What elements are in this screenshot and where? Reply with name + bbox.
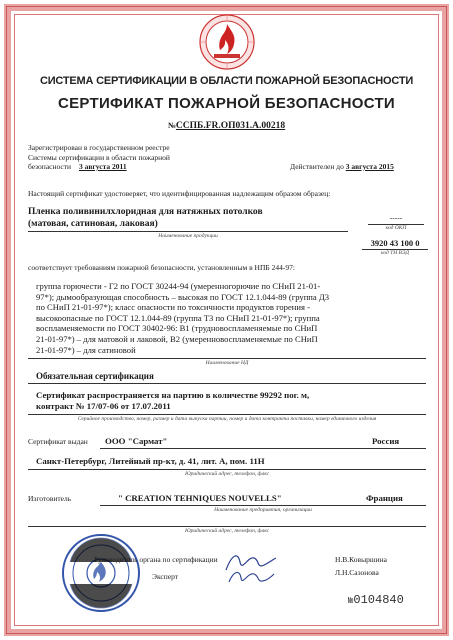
registration-date: 3 августа 2011	[78, 162, 127, 171]
requirements-caption: Наименование НД	[205, 360, 249, 366]
valid-date: 3 августа 2015	[345, 162, 394, 171]
certifies-text: Настоящий сертификат удостоверяет, что идентифицированная надлежащим образом образец:	[28, 189, 331, 198]
serial-number: №0104840	[348, 593, 404, 607]
tnved-code: 3920 43 100 0	[370, 238, 420, 248]
batch-info: Сертификат распространяется на партию в количестве 99292 пог. м, контракт № 17/07-06 от 17.07.2011	[36, 390, 310, 411]
fire-emblem-icon	[192, 12, 262, 74]
head-name: Н.В.Ковыршина	[335, 555, 388, 564]
tnved-caption: код ТН ВЭД	[380, 250, 410, 256]
valid-until: Действителен до 3 августа 2015	[290, 162, 394, 171]
issued-address: Санкт-Петербург, Литейный пр-кт, д. 41, лит. А, пом. 11Н	[36, 456, 265, 466]
batch-caption: Серийное производство, номер, размер и дата выпуска партии, номер и дата контракта поставки, номер единичного изделия	[77, 416, 377, 422]
certificate-number: №ССПБ.FR.ОП031.А.00218	[167, 121, 286, 131]
product-name: Пленка поливинилхлоридная для натяжных потолков (матовая, сатиновая, лаковая)	[28, 207, 263, 229]
issued-country: Россия	[372, 436, 400, 446]
okp-code: -----	[389, 213, 403, 222]
issued-org: ООО "Сармат"	[105, 436, 168, 446]
manufacturer-country: Франция	[366, 493, 403, 503]
system-title: СИСТЕМА СЕРТИФИКАЦИИ В ОБЛАСТИ ПОЖАРНОЙ БЕЗОПАСНОСТИ	[39, 75, 414, 87]
requirements-text: соответствует требованиям пожарной безопасности, установленным в НПБ 244-97:	[28, 263, 295, 272]
certification-type: Обязательная сертификация	[36, 371, 154, 381]
manufacturer-label: Изготовитель	[28, 494, 72, 503]
registration-text: Зарегистрирован в государственном реестре Системы сертификации в области пожарной безопасности 3 августа 2011	[28, 143, 170, 171]
certificate-title: СЕРТИФИКАТ ПОЖАРНОЙ БЕЗОПАСНОСТИ	[57, 95, 396, 112]
expert-name: Л.Н.Сазонова	[335, 568, 379, 577]
manufacturer-name: " CREATION TEHNIQUES NOUVELLS"	[118, 493, 282, 503]
manufacturer-address-caption: Юридический адрес, телефон, факс	[184, 528, 270, 534]
manufacturer-caption: Наименование предприятия, организации	[214, 507, 312, 513]
issued-label: Сертификат выдан	[28, 437, 88, 446]
product-caption: Наименование продукции	[158, 233, 218, 239]
head-label: Руководитель органа по сертификации	[94, 555, 218, 564]
requirements-body: группа горючести - Г2 по ГОСТ 30244-94 (умеренногорючие по СНиП 21-01- 97*); дымообразующая способность – высокая по ГОСТ 12.1.044-89 (группа Д3 по СНиП 21-01-97*); класс опасности по токсичности продуктов горения - высокоопасные по ГОСТ 12.1.044-89 (группа Т3 по СНиП 21-01-97*); группа воспламеняемости по ГОСТ 30402-96: В1 (трудновоспламеняемые по СНиП 21-01-97*) – для матовой и лаковой, В2 (умеренновоспламеняемые по СНиП 21-01-97*) – для сатиновой	[36, 281, 330, 355]
okp-caption: код ОКП	[385, 225, 407, 231]
issued-address-caption: Юридический адрес, телефон, факс	[184, 471, 270, 477]
expert-label: Эксперт	[152, 572, 179, 581]
signature-expert-icon	[226, 566, 276, 590]
certification-stamp-icon	[60, 532, 142, 614]
